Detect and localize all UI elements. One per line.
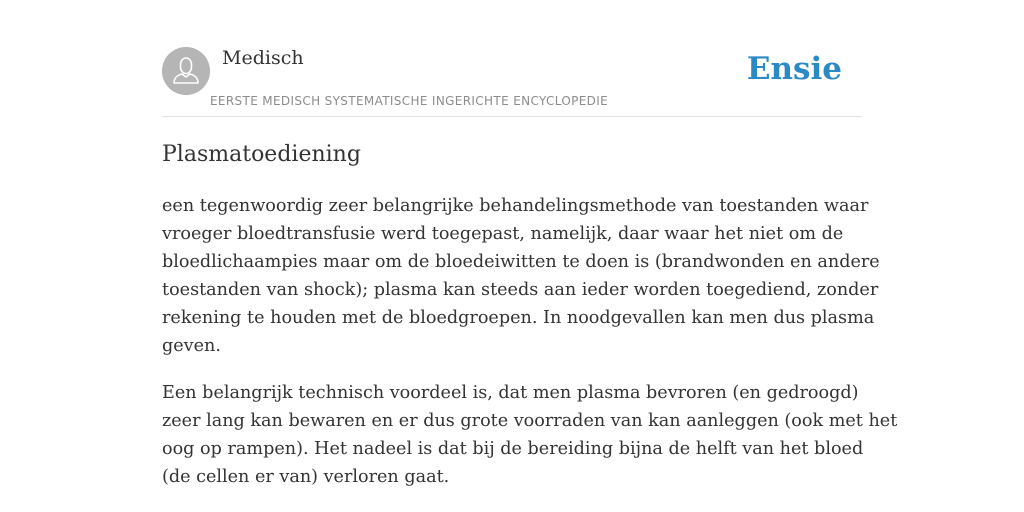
ensie-logo[interactable]: Ensie xyxy=(746,51,842,87)
text-line: rekening te houden met de bloedgroepen. In noodgevallen kan men dus plasma xyxy=(162,308,875,328)
text-line: geven. xyxy=(162,336,221,356)
text-line: een tegenwoordig zeer belangrijke behandelingsmethode van toestanden waar xyxy=(162,196,869,216)
text-line: zeer lang kan bewaren en er dus grote voorraden van kan aanleggen (ook met het xyxy=(162,411,898,431)
user-silhouette-icon[interactable] xyxy=(162,47,210,95)
text-line: vroeger bloedtransfusie werd toegepast, namelijk, daar waar het niet om de xyxy=(162,224,844,244)
text-line: (de cellen er van) verloren gaat. xyxy=(162,467,450,487)
text-line: Een belangrijk technisch voordeel is, dat men plasma bevroren (en gedroogd) xyxy=(162,383,859,403)
text-line: oog op rampen). Het nadeel is dat bij de bereiding bijna de helft van het bloed xyxy=(162,439,864,459)
text-line: toestanden van shock); plasma kan steeds aan ieder worden toegediend, zonder xyxy=(162,280,879,300)
source-subtitle: EERSTE MEDISCH SYSTEMATISCHE INGERICHTE ENCYCLOPEDIE xyxy=(210,94,609,108)
article-title: Plasmatoediening xyxy=(162,142,361,167)
source-header xyxy=(162,45,862,117)
text-line: bloedlichaampies maar om de bloedeiwitten te doen is (brandwonden en andere xyxy=(162,252,880,272)
paragraph xyxy=(162,379,898,491)
article-body xyxy=(162,192,898,510)
source-name[interactable]: Medisch xyxy=(222,47,304,69)
paragraph xyxy=(162,192,880,360)
